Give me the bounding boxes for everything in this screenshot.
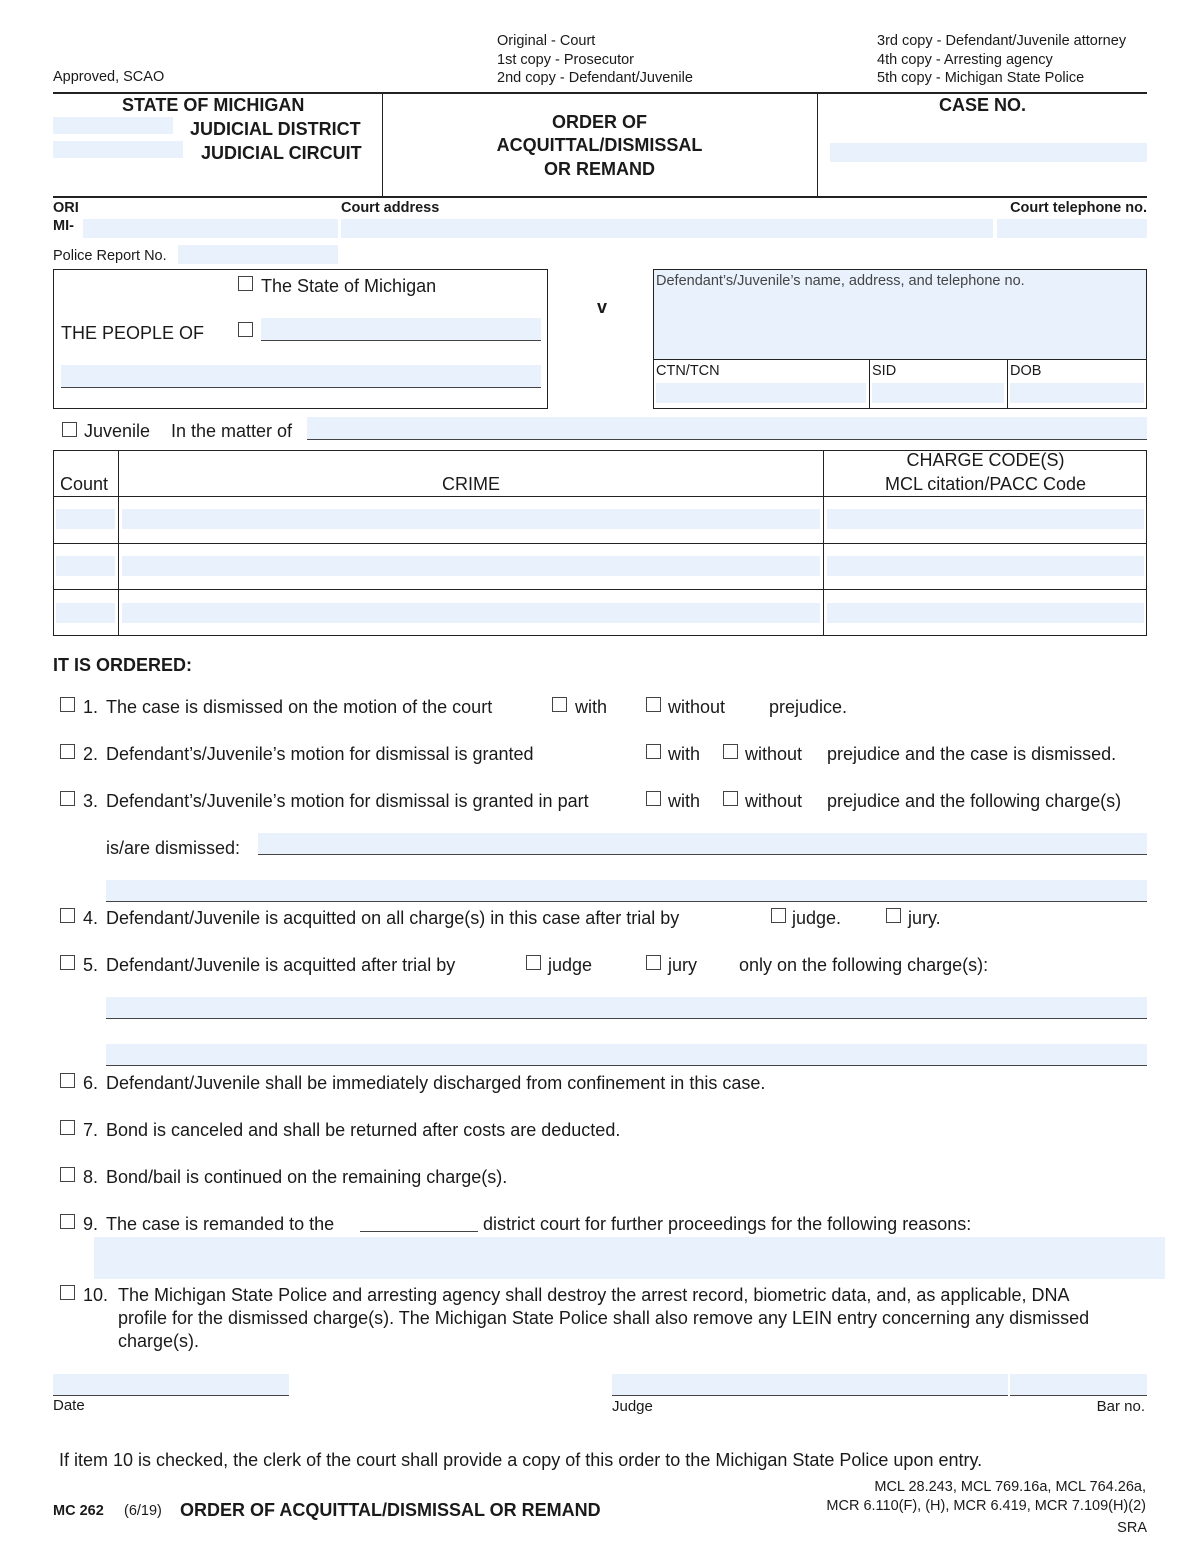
judge-label: Judge — [612, 1398, 653, 1415]
item-2-without-checkbox[interactable] — [723, 744, 738, 759]
item-6-number: 6. — [83, 1073, 99, 1093]
charges-header-rule — [53, 496, 1147, 497]
item-2-checkbox[interactable] — [60, 744, 75, 759]
item-10-note: If item 10 is checked, the clerk of the court shall provide a copy of this order to the Michigan State Police upon entry. — [59, 1450, 983, 1470]
sid-label: SID — [872, 363, 897, 379]
item-3-charges-input-2[interactable] — [106, 880, 1147, 902]
item-3-checkbox[interactable] — [60, 791, 75, 806]
item-2-with-checkbox[interactable] — [646, 744, 661, 759]
citation-line-2: MCR 6.110(F), (H), MCR 6.419, MCR 7.109(H)(2) — [826, 1498, 1146, 1514]
item-9-court-input[interactable] — [360, 1210, 478, 1232]
versus-label: v — [597, 297, 608, 317]
court-telephone-input[interactable] — [997, 219, 1147, 238]
form-revision: (6/19) — [124, 1503, 162, 1519]
header-bottom-rule — [53, 196, 1147, 198]
item-5-jury-checkbox[interactable] — [646, 955, 661, 970]
item-7-text: Bond is canceled and shall be returned after costs are deducted. — [106, 1120, 621, 1140]
judge-signature-input[interactable] — [612, 1374, 1008, 1396]
item-8-number: 8. — [83, 1167, 99, 1187]
item-2-number: 2. — [83, 744, 99, 764]
mi-prefix: MI- — [53, 218, 74, 234]
item-5-judge-checkbox[interactable] — [526, 955, 541, 970]
item-2-without-label: without — [745, 744, 803, 764]
bar-no-input[interactable] — [1010, 1374, 1147, 1396]
crime-header: CRIME — [442, 474, 500, 494]
dob-input[interactable] — [1010, 383, 1144, 403]
count-input-1[interactable] — [56, 509, 115, 529]
count-input-2[interactable] — [56, 556, 115, 576]
item-10-line-1: The Michigan State Police and arresting agency shall destroy the arrest record, biometric data, and, as applicable, DNA — [118, 1285, 1070, 1305]
police-report-label: Police Report No. — [53, 248, 167, 264]
item-3-line-2: is/are dismissed: — [106, 838, 241, 858]
item-10-number: 10. — [83, 1285, 109, 1305]
juvenile-label: Juvenile — [84, 421, 151, 441]
item-1-without-checkbox[interactable] — [646, 697, 661, 712]
item-5-judge-label: judge — [548, 955, 593, 975]
juvenile-checkbox[interactable] — [62, 422, 77, 437]
count-input-3[interactable] — [56, 603, 115, 623]
item-10-line-3: charge(s). — [118, 1331, 200, 1351]
defendant-box-divider — [653, 359, 1147, 360]
circuit-label: JUDICIAL CIRCUIT — [201, 143, 362, 163]
ori-input[interactable] — [83, 219, 338, 238]
item-3-without-label: without — [745, 791, 803, 811]
item-4-judge-checkbox[interactable] — [771, 908, 786, 923]
ctn-input[interactable] — [656, 383, 866, 403]
district-input[interactable] — [53, 117, 173, 134]
item-1-tail: prejudice. — [769, 697, 848, 717]
court-address-label: Court address — [341, 200, 440, 216]
people-of-other-checkbox[interactable] — [238, 322, 253, 337]
charge-code-header-2: MCL citation/PACC Code — [884, 474, 1087, 494]
item-2-tail: prejudice and the case is dismissed. — [827, 744, 1117, 764]
item-4-jury-checkbox[interactable] — [886, 908, 901, 923]
date-input[interactable] — [53, 1374, 289, 1396]
ori-label: ORI — [53, 200, 79, 216]
item-1-with-checkbox[interactable] — [552, 697, 567, 712]
item-5-text: Defendant/Juvenile is acquitted after trial by — [106, 955, 456, 975]
item-7-number: 7. — [83, 1120, 99, 1140]
district-label: JUDICIAL DISTRICT — [190, 119, 361, 139]
case-no-input[interactable] — [830, 143, 1147, 162]
item-4-text: Defendant/Juvenile is acquitted on all charge(s) in this case after trial by — [106, 908, 680, 928]
dob-label: DOB — [1010, 363, 1042, 379]
crime-input-3[interactable] — [122, 603, 820, 623]
item-2-with-label: with — [668, 744, 701, 764]
people-of-other-input[interactable] — [261, 318, 541, 341]
item-3-charges-input-1[interactable] — [258, 833, 1147, 855]
item-1-without-label: without — [668, 697, 726, 717]
matter-of-label: In the matter of — [171, 421, 293, 441]
charge-code-input-3[interactable] — [827, 603, 1144, 623]
ctn-label: CTN/TCN — [656, 363, 720, 379]
item-6-text: Defendant/Juvenile shall be immediately discharged from confinement in this case. — [106, 1073, 766, 1093]
item-4-jury-label: jury. — [908, 908, 941, 928]
count-header: Count — [60, 474, 109, 494]
item-8-checkbox[interactable] — [60, 1167, 75, 1182]
distribution-copy-1: 1st copy - Prosecutor — [497, 52, 634, 68]
item-3-tail: prejudice and the following charge(s) — [827, 791, 1122, 811]
charge-code-header-1: CHARGE CODE(S) — [906, 450, 1065, 470]
distribution-copy-2: 2nd copy - Defendant/Juvenile — [497, 70, 693, 86]
item-1-checkbox[interactable] — [60, 697, 75, 712]
form-title-line-3: OR REMAND — [544, 159, 655, 179]
item-9-number: 9. — [83, 1214, 99, 1234]
item-6-checkbox[interactable] — [60, 1073, 75, 1088]
charge-code-input-2[interactable] — [827, 556, 1144, 576]
court-telephone-label: Court telephone no. — [1010, 200, 1147, 216]
state-of-michigan-checkbox[interactable] — [238, 276, 253, 291]
item-3-with-label: with — [668, 791, 701, 811]
crime-input-2[interactable] — [122, 556, 820, 576]
circuit-input[interactable] — [53, 141, 183, 158]
item-5-tail: only on the following charge(s): — [739, 955, 989, 975]
date-label: Date — [53, 1397, 85, 1414]
item-5-charges-input-2[interactable] — [106, 1044, 1147, 1066]
item-5-jury-label: jury — [668, 955, 698, 975]
case-no-label: CASE NO. — [938, 95, 1026, 115]
item-10-checkbox[interactable] — [60, 1285, 75, 1300]
item-9-checkbox[interactable] — [60, 1214, 75, 1229]
defendant-box-col-1 — [869, 359, 870, 409]
defendant-name-label: Defendant’s/Juvenile’s name, address, and telephone no. — [656, 273, 1025, 289]
charges-row-rule-2 — [53, 589, 1147, 590]
plaintiff-extra-input[interactable] — [61, 365, 541, 388]
item-8-text: Bond/bail is continued on the remaining charge(s). — [106, 1167, 508, 1187]
state-label: STATE OF MICHIGAN — [122, 95, 305, 115]
form-title-line-1: ORDER OF — [551, 112, 647, 132]
charges-row-rule-1 — [53, 543, 1147, 544]
footer-title: ORDER OF ACQUITTAL/DISMISSAL OR REMAND — [180, 1500, 601, 1520]
ordered-heading: IT IS ORDERED: — [53, 655, 193, 675]
item-5-checkbox[interactable] — [60, 955, 75, 970]
distribution-original: Original - Court — [497, 33, 596, 49]
form-number: MC 262 — [53, 1503, 104, 1519]
item-3-number: 3. — [83, 791, 99, 811]
distribution-copy-5: 5th copy - Michigan State Police — [877, 70, 1085, 86]
item-9-text-b: district court for further proceedings for the following reasons: — [483, 1214, 972, 1234]
court-address-input[interactable] — [341, 219, 993, 238]
distribution-copy-4: 4th copy - Arresting agency — [877, 52, 1053, 68]
item-9-text-a: The case is remanded to the — [106, 1214, 335, 1234]
state-of-michigan-label: The State of Michigan — [261, 276, 437, 296]
item-4-judge-label: judge. — [792, 908, 842, 928]
crime-input-1[interactable] — [122, 509, 820, 529]
defendant-box-col-2 — [1007, 359, 1008, 409]
item-3-with-checkbox[interactable] — [646, 791, 661, 806]
item-5-number: 5. — [83, 955, 99, 975]
form-title-line-2: ACQUITTAL/DISMISSAL — [496, 135, 703, 155]
bar-no-label: Bar no. — [1096, 1398, 1145, 1415]
police-report-input[interactable] — [178, 245, 338, 264]
citation-line-1: MCL 28.243, MCL 769.16a, MCL 764.26a, — [874, 1479, 1146, 1495]
item-1-with-label: with — [575, 697, 608, 717]
item-4-number: 4. — [83, 908, 99, 928]
item-3-without-checkbox[interactable] — [723, 791, 738, 806]
item-7-checkbox[interactable] — [60, 1120, 75, 1135]
people-of-label: THE PEOPLE OF — [61, 323, 205, 343]
item-4-checkbox[interactable] — [60, 908, 75, 923]
approved-label: Approved, SCAO — [53, 69, 165, 85]
item-2-text: Defendant’s/Juvenile’s motion for dismissal is granted — [106, 744, 534, 764]
item-10-line-2: profile for the dismissed charge(s). The Michigan State Police shall also remove any LEIN entry concerning any dismissed — [118, 1308, 1090, 1328]
sid-input[interactable] — [872, 383, 1004, 403]
charge-code-input-1[interactable] — [827, 509, 1144, 529]
distribution-copy-3: 3rd copy - Defendant/Juvenile attorney — [877, 33, 1127, 49]
header-top-rule — [53, 92, 1147, 94]
item-1-number: 1. — [83, 697, 99, 717]
citation-line-3: SRA — [1117, 1520, 1147, 1536]
item-5-charges-input-1[interactable] — [106, 997, 1147, 1019]
item-1-text: The case is dismissed on the motion of the court — [106, 697, 493, 717]
matter-of-input[interactable] — [307, 417, 1147, 440]
item-3-text: Defendant’s/Juvenile’s motion for dismissal is granted in part — [106, 791, 589, 811]
item-9-reasons-input[interactable] — [94, 1237, 1165, 1279]
